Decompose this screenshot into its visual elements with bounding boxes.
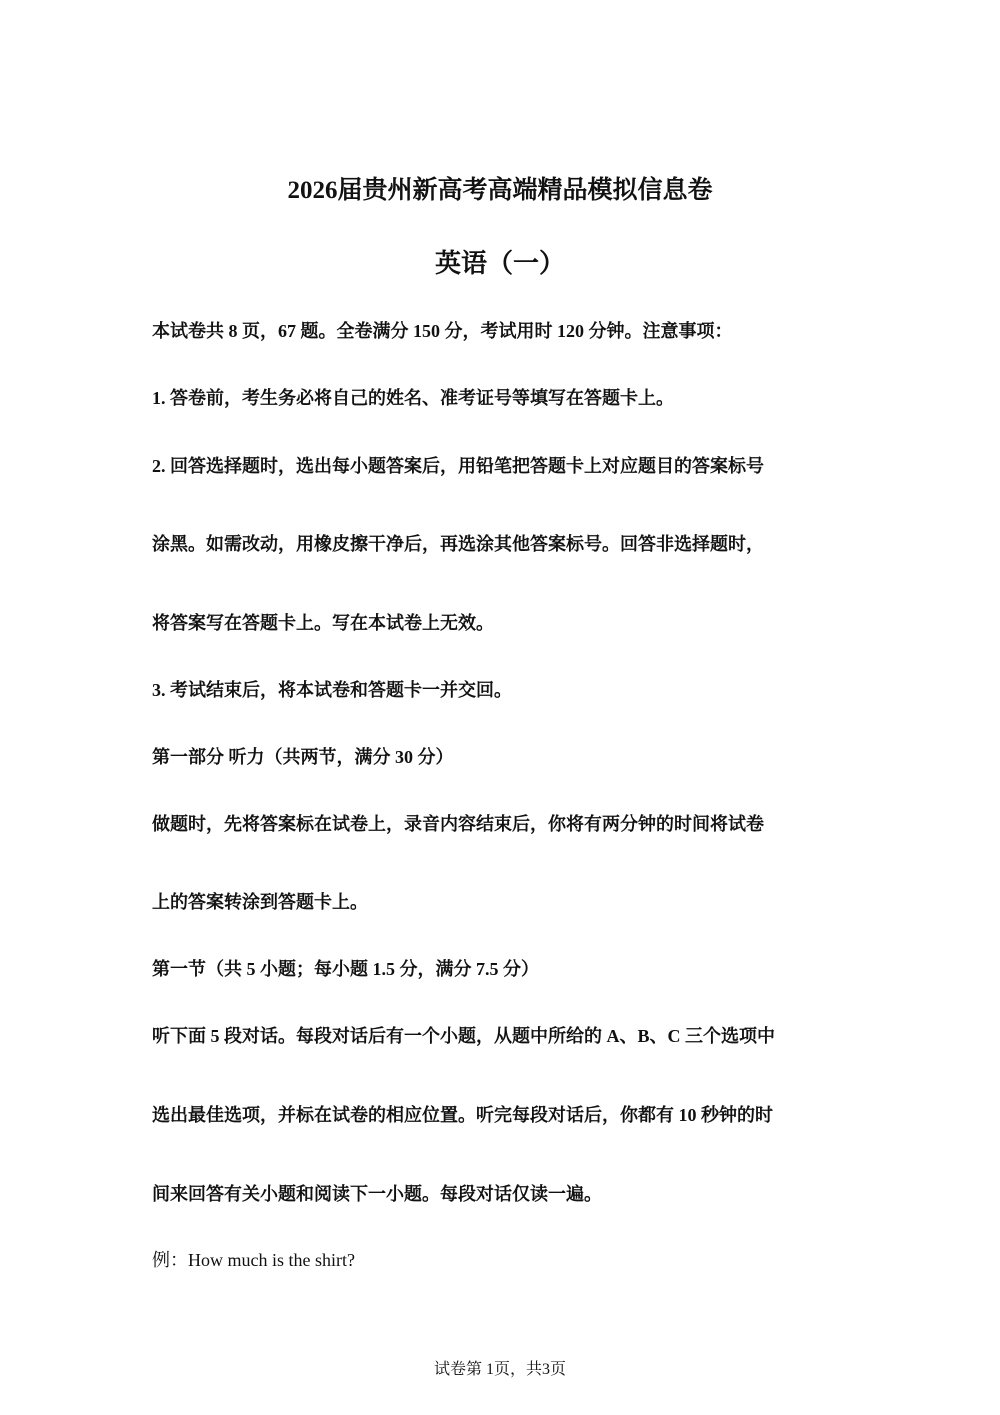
instruction-item-3: 3. 考试结束后，将本试卷和答题卡一并交回。 [152, 680, 512, 700]
part1-desc-line-1: 做题时，先将答案标在试卷上，录音内容结束后，你将有两分钟的时间将试卷 [152, 814, 764, 834]
instruction-item-1: 1. 答卷前，考生务必将自己的姓名、准考证号等填写在答题卡上。 [152, 388, 674, 408]
exam-subtitle: 英语（一） [434, 249, 565, 278]
section1-heading: 第一节（共 5 小题；每小题 1.5 分，满分 7.5 分） [152, 959, 539, 979]
section1-desc-line-2: 选出最佳选项，并标在试卷的相应位置。听完每段对话后，你都有 10 秒钟的时 [152, 1105, 773, 1125]
section1-desc-line-1: 听下面 5 段对话。每段对话后有一个小题，从题中所给的 A、B、C 三个选项中 [152, 1026, 776, 1046]
part1-heading: 第一部分 听力（共两节，满分 30 分） [152, 747, 454, 767]
section1-desc-line-3: 间来回答有关小题和阅读下一小题。每段对话仅读一遍。 [152, 1184, 602, 1204]
instruction-item-2-line-2: 涂黑。如需改动，用橡皮擦干净后，再选涂其他答案标号。回答非选择题时， [152, 534, 764, 554]
instruction-item-2-line-3: 将答案写在答题卡上。写在本试卷上无效。 [152, 613, 494, 633]
exam-title: 2026届贵州新高考高端精品模拟信息卷 [287, 177, 713, 204]
page-footer: 试卷第 1页，共3页 [433, 1361, 566, 1378]
part1-desc-line-2: 上的答案转涂到答题卡上。 [152, 892, 368, 912]
example-question: 例：How much is the shirt? [152, 1250, 355, 1270]
instructions-intro: 本试卷共 8 页，67 题。全卷满分 150 分，考试用时 120 分钟。注意事项： [152, 321, 733, 341]
instruction-item-2-line-1: 2. 回答选择题时，选出每小题答案后，用铅笔把答题卡上对应题目的答案标号 [152, 456, 764, 476]
